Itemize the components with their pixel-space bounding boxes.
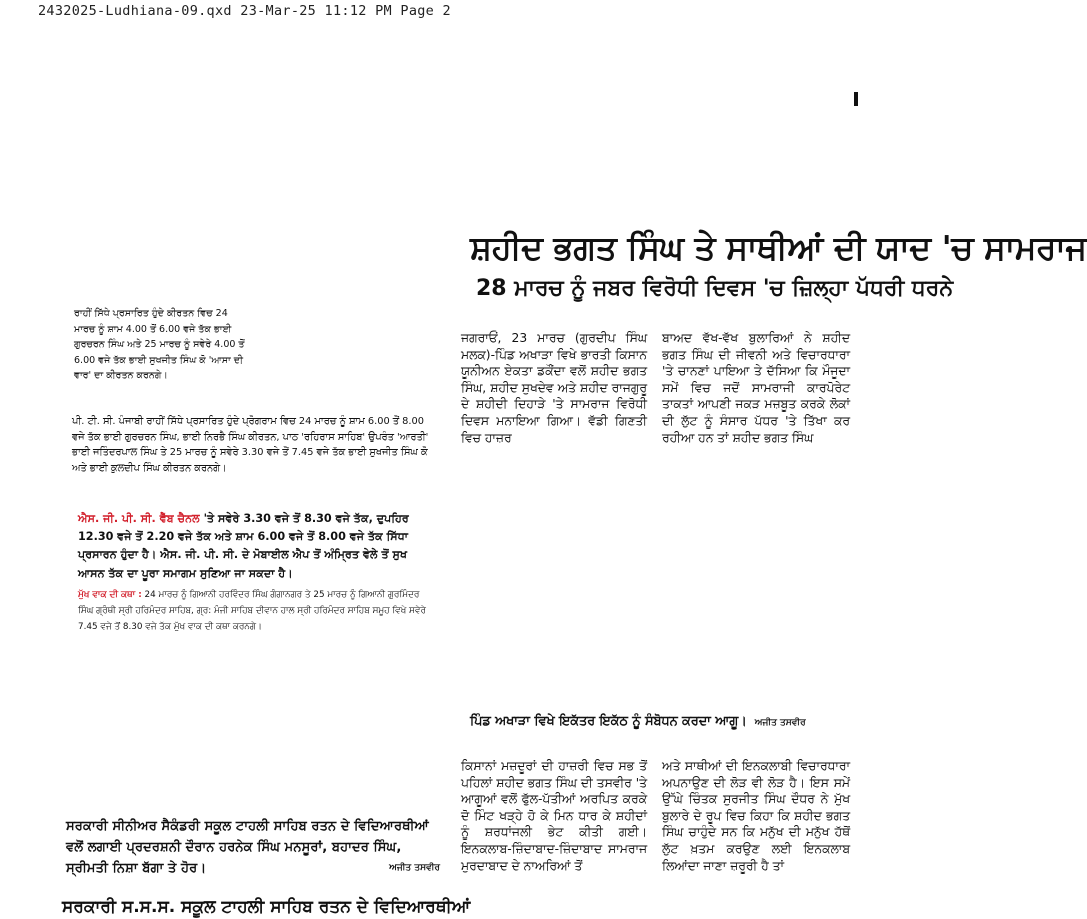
cutoff-headline: ਸਰਕਾਰੀ ਸ.ਸ.ਸ. ਸਕੂਲ ਟਾਹਲੀ ਸਾਹਿਬ ਰਤਨ ਦੇ ਵਿਦਿਆਰਥੀਆਂ [62,897,471,917]
crop-edge-mark [854,92,858,106]
photo-credit-2: ਅਜੀਤ ਤਸਵੀਰ [389,863,440,873]
article-col1-top: ਜਗਰਾਓਂ, 23 ਮਾਰਚ (ਗੁਰਦੀਪ ਸਿੰਘ ਮਲਕ)-ਪਿੰਡ ਅਖਾੜਾ ਵਿਖੇ ਭਾਰਤੀ ਕਿਸਾਨ ਯੂਨੀਅਨ ਏਕਤਾ ਡਕੌਂਦਾ ਵਲੋਂ ਸ਼ਹੀਦ ਭਗਤ ਸਿੰਘ, ਸ਼ਹੀਦ ਸੁਖਦੇਵ ਅਤੇ ਸ਼ਹੀਦ ਰਾਜਗੁਰੂ ਦੇ ਸ਼ਹੀਦੀ ਦਿਹਾੜੇ 'ਤੇ ਸਾਮਰਾਜ ਵਿਰੋਧੀ ਦਿਵਸ ਮਨਾਇਆ ਗਿਆ। ਵੱਡੀ ਗਿਣਤੀ ਵਿਚ ਹਾਜ਼ਰ [461,331,647,445]
file-slug-line: 2432025-Ludhiana-09.qxd 23-Mar-25 11:12 PM Page 2 [38,3,451,19]
article-col1-bottom: ਕਿਸਾਨਾਂ ਮਜ਼ਦੂਰਾਂ ਦੀ ਹਾਜ਼ਰੀ ਵਿਚ ਸਭ ਤੋਂ ਪਹਿਲਾਂ ਸ਼ਹੀਦ ਭਗਤ ਸਿੰਘ ਦੀ ਤਸਵੀਰ 'ਤੇ ਆਗੂਆਂ ਵਲੋਂ ਫੁੱਲ-ਪੱਤੀਆਂ ਅਰਪਿਤ ਕਰਕੇ ਦੋ ਮਿੰਟ ਖੜ੍ਹੇ ਹੋ ਕੇ ਮਿਨ ਧਾਰ ਕੇ ਸ਼ਹੀਦਾਂ ਨੂੰ ਸ਼ਰਧਾਂਜਲੀ ਭੇਟ ਕੀਤੀ ਗਈ। ਇਨਕਲਾਬ-ਜ਼ਿੰਦਾਬਾਦ-ਜ਼ਿੰਦਾਬਾਦ ਸਾਮਰਾਜ ਮੁਰਦਾਬਾਦ ਦੇ ਨਾਅਰਿਆਂ ਤੋਂ [461,759,647,873]
photo-caption-2-text: ਸਰਕਾਰੀ ਸੀਨੀਅਰ ਸੈਕੰਡਰੀ ਸਕੂਲ ਟਾਹਲੀ ਸਾਹਿਬ ਰਤਨ ਦੇ ਵਿਦਿਆਰਥੀਆਂ ਵਲੋਂ ਲਗਾਈ ਪ੍ਰਦਰਸ਼ਨੀ ਦੌਰਾਨ ਹਰਨੇਕ ਸਿੰਘ ਮਨਸੂਰਾਂ, ਬਹਾਦਰ ਸਿੰਘ, ਸ੍ਰੀਮਤੀ ਨਿਸ਼ਾ ਬੱਗਾ ਤੇ ਹੋਰ। [66,819,429,876]
schedule-block-1: ਰਾਹੀਂ ਸਿੱਧੇ ਪ੍ਰਸਾਰਿਤ ਹੁੰਦੇ ਕੀਰਤਨ ਵਿਚ 24 ਮਾਰਚ ਨੂੰ ਸ਼ਾਮ 4.00 ਤੋਂ 6.00 ਵਜੇ ਤੱਕ ਭਾਈ ਗੁਰਚਰਨ ਸਿੰਘ ਅਤੇ 25 ਮਾਰਚ ਨੂੰ ਸਵੇਰੇ 4.00 ਤੋਂ 6.00 ਵਜੇ ਤੱਕ ਭਾਈ ਸੁਖਜੀਤ ਸਿੰਘ ਕੋ 'ਆਸਾ ਦੀ ਵਾਰ' ਦਾ ਕੀਰਤਨ ਕਰਨਗੇ। [74,308,245,381]
sgpc-web-channel-label: ਐਸ. ਜੀ. ਪੀ. ਸੀ. ਵੈੱਬ ਚੈਨਲ [78,512,200,525]
article-col2-top: ਬਾਅਦ ਵੱਖ-ਵੱਖ ਬੁਲਾਰਿਆਂ ਨੇ ਸ਼ਹੀਦ ਭਗਤ ਸਿੰਘ ਦੀ ਜੀਵਨੀ ਅਤੇ ਵਿਚਾਰਧਾਰਾ 'ਤੇ ਚਾਨਣਾਂ ਪਾਇਆ ਤੇ ਦੱਸਿਆ ਕਿ ਮੌਜੂਦਾ ਸਮੇਂ ਵਿਚ ਜਦੋਂ ਸਾਮਰਾਜੀ ਕਾਰਪੋਰੇਟ ਤਾਕਤਾਂ ਆਪਣੀ ਜਕੜ ਮਜ਼ਬੂਤ ਕਰਕੇ ਲੋਕਾਂ ਦੀ ਲੁੱਟ ਨੂੰ ਸੰਸਾਰ ਪੱਧਰ 'ਤੇ ਤਿੱਖਾ ਕਰ ਰਹੀਆ ਹਨ ਤਾਂ ਸ਼ਹੀਦ ਭਗਤ ਸਿੰਘ [662,331,850,445]
photo-caption-1-text: ਪਿੰਡ ਅਖਾੜਾ ਵਿਖੇ ਇਕੱਤਰ ਇਕੱਠ ਨੂੰ ਸੰਬੋਧਨ ਕਰਦਾ ਆਗੂ। [470,714,747,729]
article-col2-bottom: ਅਤੇ ਸਾਥੀਆਂ ਦੀ ਇਨਕਲਾਬੀ ਵਿਚਾਰਧਾਰਾ ਅਪਨਾਉਣ ਦੀ ਲੋੜ ਵੀ ਲੋੜ ਹੈ। ਇਸ ਸਮੇਂ ਉੱਘੇ ਚਿੰਤਕ ਸੁਰਜੀਤ ਸਿੰਘ ਦੌਧਰ ਨੇ ਮੁੱਖ ਬੁਲਾਰੇ ਦੇ ਰੂਪ ਵਿਚ ਕਿਹਾ ਕਿ ਸ਼ਹੀਦ ਭਗਤ ਸਿੰਘ ਚਾਹੁੰਦੇ ਸਨ ਕਿ ਮਨੁੱਖ ਦੀ ਮਨੁੱਖ ਹੱਥੋਂ ਲੁੱਟ ਖ਼ਤਮ ਕਰਉਣ ਲਈ ਇਨਕਲਾਬ ਲਿਆਂਦਾ ਜਾਣਾ ਜ਼ਰੂਰੀ ਹੈ ਤਾਂ [662,759,850,873]
sub-headline: 28 ਮਾਰਚ ਨੂੰ ਜਬਰ ਵਿਰੋਧੀ ਦਿਵਸ 'ਚ ਜ਼ਿਲ੍ਹਾ ਪੱਧਰੀ ਧਰਨੇ [476,276,954,301]
mukh-vak-label: ਮੁੱਖ ਵਾਕ ਦੀ ਕਥਾ : [78,590,142,600]
schedule-block-2: ਪੀ. ਟੀ. ਸੀ. ਪੰਜਾਬੀ ਰਾਹੀਂ ਸਿੱਧੇ ਪ੍ਰਸਾਰਿਤ ਹੁੰਦੇ ਪ੍ਰੋਗਰਾਮ ਵਿਚ 24 ਮਾਰਚ ਨੂੰ ਸ਼ਾਮ 6.00 ਤੋਂ 8.00 ਵਜੇ ਤੱਕ ਭਾਈ ਗੁਰਚਰਨ ਸਿੰਘ, ਭਾਈ ਨਿਰਭੈ ਸਿੰਘ ਕੀਰਤਨ, ਪਾਠ 'ਰਹਿਰਾਸ ਸਾਹਿਬ' ਉਪਰੰਤ 'ਆਰਤੀ' ਭਾਈ ਜਤਿੰਦਰਪਾਲ ਸਿੰਘ ਤੇ 25 ਮਾਰਚ ਨੂੰ ਸਵੇਰੇ 3.30 ਵਜੇ ਤੋਂ 7.45 ਵਜੇ ਤੱਕ ਭਾਈ ਸੁਖਜੀਤ ਸਿੰਘ ਕੋ ਅਤੇ ਭਾਈ ਕੁਲਦੀਪ ਸਿੰਘ ਕੀਰਤਨ ਕਰਨਗੇ। [72,416,429,474]
photo-caption-1 [470,714,806,729]
schedule-block-4-text: 24 ਮਾਰਚ ਨੂੰ ਗਿਆਨੀ ਹਰਵਿੰਦਰ ਸਿੰਘ ਗੰਗਾਨਗਰ ਤੇ 25 ਮਾਰਚ ਨੂੰ ਗਿਆਨੀ ਗੁਰਮਿੰਦਰ ਸਿੰਘ ਗ੍ਰੰਥੀ ਸ੍ਰੀ ਹਰਿਮੰਦਰ ਸਾਹਿਬ, ਗ੍ਰ: ਮੰਜੀ ਸਾਹਿਬ ਦੀਵਾਨ ਹਾਲ ਸ੍ਰੀ ਹਰਿਮੰਦਰ ਸਾਹਿਬ ਸਮੂਹ ਵਿਖੇ ਸਵੇਰੇ 7.45 ਵਜੇ ਤੋਂ 8.30 ਵਜੇ ਤੱਕ ਮੁੱਖ ਵਾਕ ਦੀ ਕਥਾ ਕਰਨਗੇ। [78,590,426,632]
photo-caption-2 [66,816,440,879]
schedule-block-3 [78,510,430,583]
main-headline: ਸ਼ਹੀਦ ਭਗਤ ਸਿੰਘ ਤੇ ਸਾਥੀਆਂ ਦੀ ਯਾਦ 'ਚ ਸਾਮਰਾਜ [470,228,1087,267]
schedule-block-3-text: 'ਤੇ ਸਵੇਰੇ 3.30 ਵਜੇ ਤੋਂ 8.30 ਵਜੇ ਤੱਕ, ਦੁਪਹਿਰ 12.30 ਵਜੇ ਤੋਂ 2.20 ਵਜੇ ਤੱਕ ਅਤੇ ਸ਼ਾਮ 6.00 ਵਜੇ ਤੋਂ 8.00 ਵਜੇ ਤੱਕ ਸਿੱਧਾ ਪ੍ਰਸਾਰਨ ਹੁੰਦਾ ਹੈ। ਐਸ. ਜੀ. ਪੀ. ਸੀ. ਦੇ ਮੋਬਾਈਲ ਐਪ ਤੋਂ ਅੰਮ੍ਰਿਤ ਵੇਲੇ ਤੋਂ ਸੁਖ ਆਸਨ ਤੱਕ ਦਾ ਪੂਰਾ ਸਮਾਗਮ ਸੁਣਿਆ ਜਾ ਸਕਦਾ ਹੈ। [78,512,409,580]
schedule-block-4 [78,588,432,635]
photo-credit-1: ਅਜੀਤ ਤਸਵੀਰ [754,718,806,728]
